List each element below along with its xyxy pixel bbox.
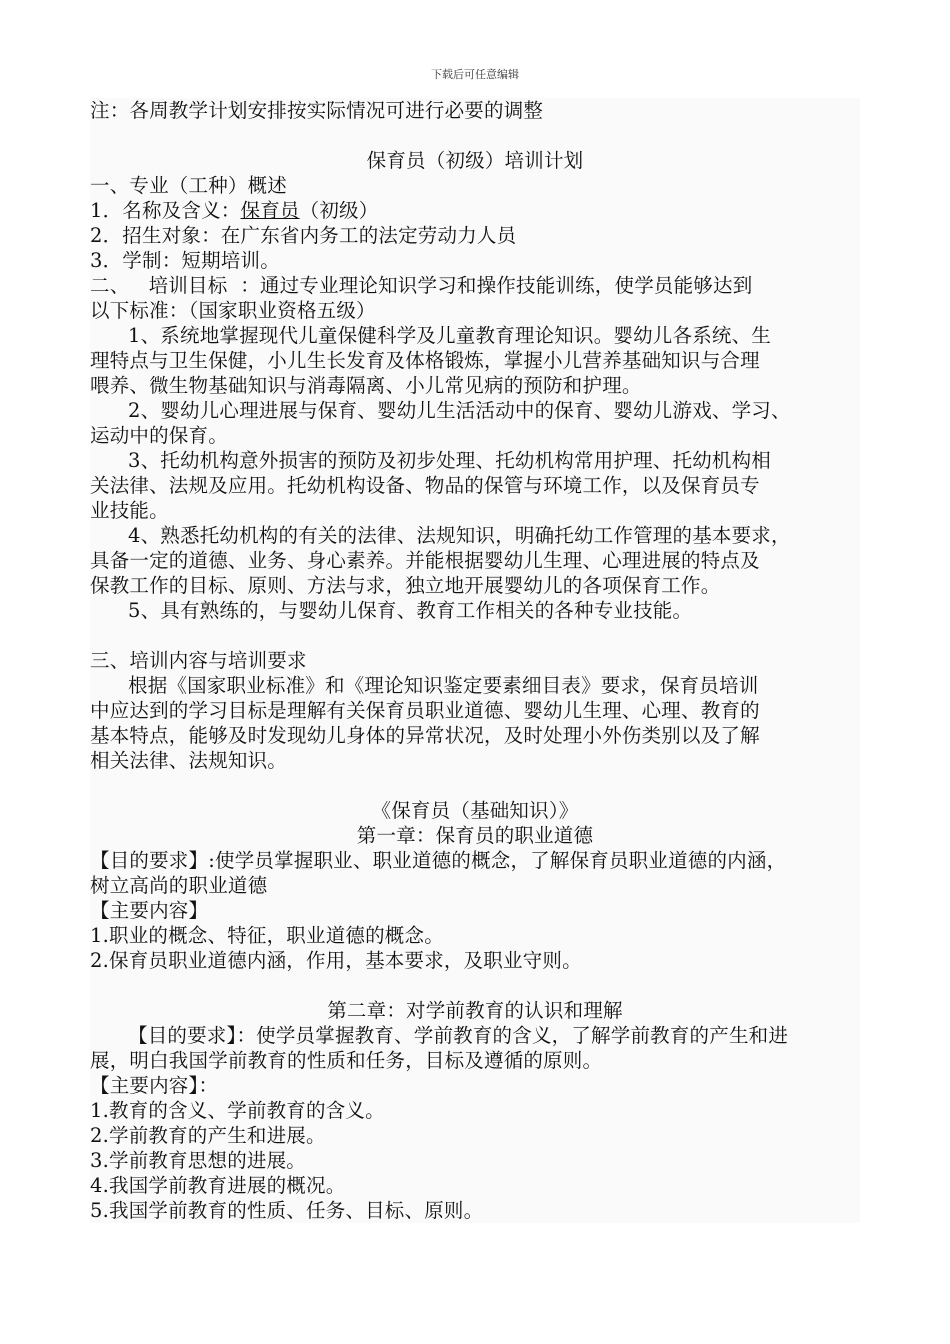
goal-2-line1: 2、婴幼儿心理进展与保育、婴幼儿生活活动中的保育、婴幼儿游戏、学习、 [128, 399, 791, 422]
section1-item3: 3．学制：短期培训。 [90, 249, 280, 272]
section3-line3: 基本特点，能够及时发现幼儿身体的异常状况，及时处理小外伤类别以及了解 [90, 724, 760, 747]
goal-3-line3: 业技能。 [90, 499, 169, 522]
chapter1-content-heading: 【主要内容】 [90, 899, 209, 922]
goal-4-line1: 4、熟悉托幼机构的有关的法律、法规知识，明确托幼工作管理的基本要求， [128, 524, 791, 547]
chapter2-title: 第二章：对学前教育的认识和理解 [327, 999, 623, 1022]
goal-3-line1: 3、托幼机构意外损害的预防及初步处理、托幼机构常用护理、托幼机构相 [128, 449, 772, 472]
chapter2-item: 3.学前教育思想的进展。 [90, 1149, 307, 1172]
section3-line4: 相关法律、法规知识。 [90, 749, 288, 772]
goal-4-line3: 保教工作的目标、原则、方法与求，独立地开展婴幼儿的各项保育工作。 [90, 574, 721, 597]
chapter1-title: 第一章：保育员的职业道德 [356, 824, 594, 847]
chapter1-goal-line1: 【目的要求】:使学员掌握职业、职业道德的概念，了解保育员职业道德的内涵， [90, 849, 787, 872]
section1-heading: 一、专业（工种）概述 [90, 174, 288, 197]
chapter2-goal-line1: 【目的要求】：使学员掌握教育、学前教育的含义，了解学前教育的产生和进 [128, 1024, 789, 1047]
chapter2-item: 2.学前教育的产生和进展。 [90, 1124, 326, 1147]
section1-item2: 2．招生对象：在广东省内务工的法定劳动力人员 [90, 224, 517, 247]
goal-4-line2: 具备一定的道德、业务、身心素养。并能根据婴幼儿生理、心理进展的特点及 [90, 549, 760, 572]
chapter1-item: 1.职业的概念、特征，职业道德的概念。 [90, 924, 444, 947]
plan-title: 保育员（初级）培训计划 [366, 149, 584, 172]
chapter1-goal-line2: 树立高尚的职业道德 [90, 874, 268, 897]
chapter2-item: 4.我国学前教育进展的概况。 [90, 1174, 346, 1197]
chapter2-goal-line2: 展，明白我国学前教育的性质和任务，目标及遵循的原则。 [90, 1049, 603, 1072]
goal-3-line2: 关法律、法规及应用。托幼机构设备、物品的保管与环境工作，以及保育员专 [90, 474, 760, 497]
section2-heading-line1: 二、 培训目标 ：通过专业理论知识学习和操作技能训练，使学员能够达到 [90, 274, 753, 297]
goal-2-line2: 运动中的保育。 [90, 424, 228, 447]
section3-heading: 三、培训内容与培训要求 [90, 649, 307, 672]
item1-link[interactable]: 保育员 [240, 199, 300, 222]
note-line: 注：各周教学计划安排按实际情况可进行必要的调整 [90, 99, 544, 122]
chapter2-content-heading: 【主要内容】： [90, 1074, 219, 1097]
book-title: 《保育员（基础知识）》 [371, 799, 579, 822]
section3-line2: 中应达到的学习目标是理解有关保育员职业道德、婴幼儿生理、心理、教育的 [90, 699, 760, 722]
page-header: 下载后可任意编辑 [431, 68, 519, 81]
chapter2-item: 1.教育的含义、学前教育的含义。 [90, 1099, 385, 1122]
goal-5-line1: 5、具有熟练的，与婴幼儿保育、教育工作相关的各种专业技能。 [128, 599, 693, 622]
item1-suffix: （初级） [299, 199, 379, 222]
goal-1-line3: 喂养、微生物基础知识与消毒隔离、小儿常见病的预防和护理。 [90, 374, 642, 397]
goal-1-line2: 理特点与卫生保健，小儿生长发育及体格锻炼，掌握小儿营养基础知识与合理 [90, 349, 760, 372]
goal-1-line1: 1、系统地掌握现代儿童保健科学及儿童教育理论知识。婴幼儿各系统、生 [128, 324, 772, 347]
chapter2-item: 5.我国学前教育的性质、任务、目标、原则。 [90, 1199, 484, 1222]
document-body [90, 98, 860, 1223]
chapter1-item: 2.保育员职业道德内涵，作用，基本要求，及职业守则。 [90, 949, 582, 972]
section3-line1: 根据《国家职业标准》和《理论知识鉴定要素细目表》要求，保育员培训 [128, 674, 759, 697]
item1-prefix: 1．名称及含义： [90, 199, 241, 222]
section2-heading-line2: 以下标准：（国家职业资格五级） [90, 299, 376, 322]
section1-item1 [90, 198, 860, 223]
